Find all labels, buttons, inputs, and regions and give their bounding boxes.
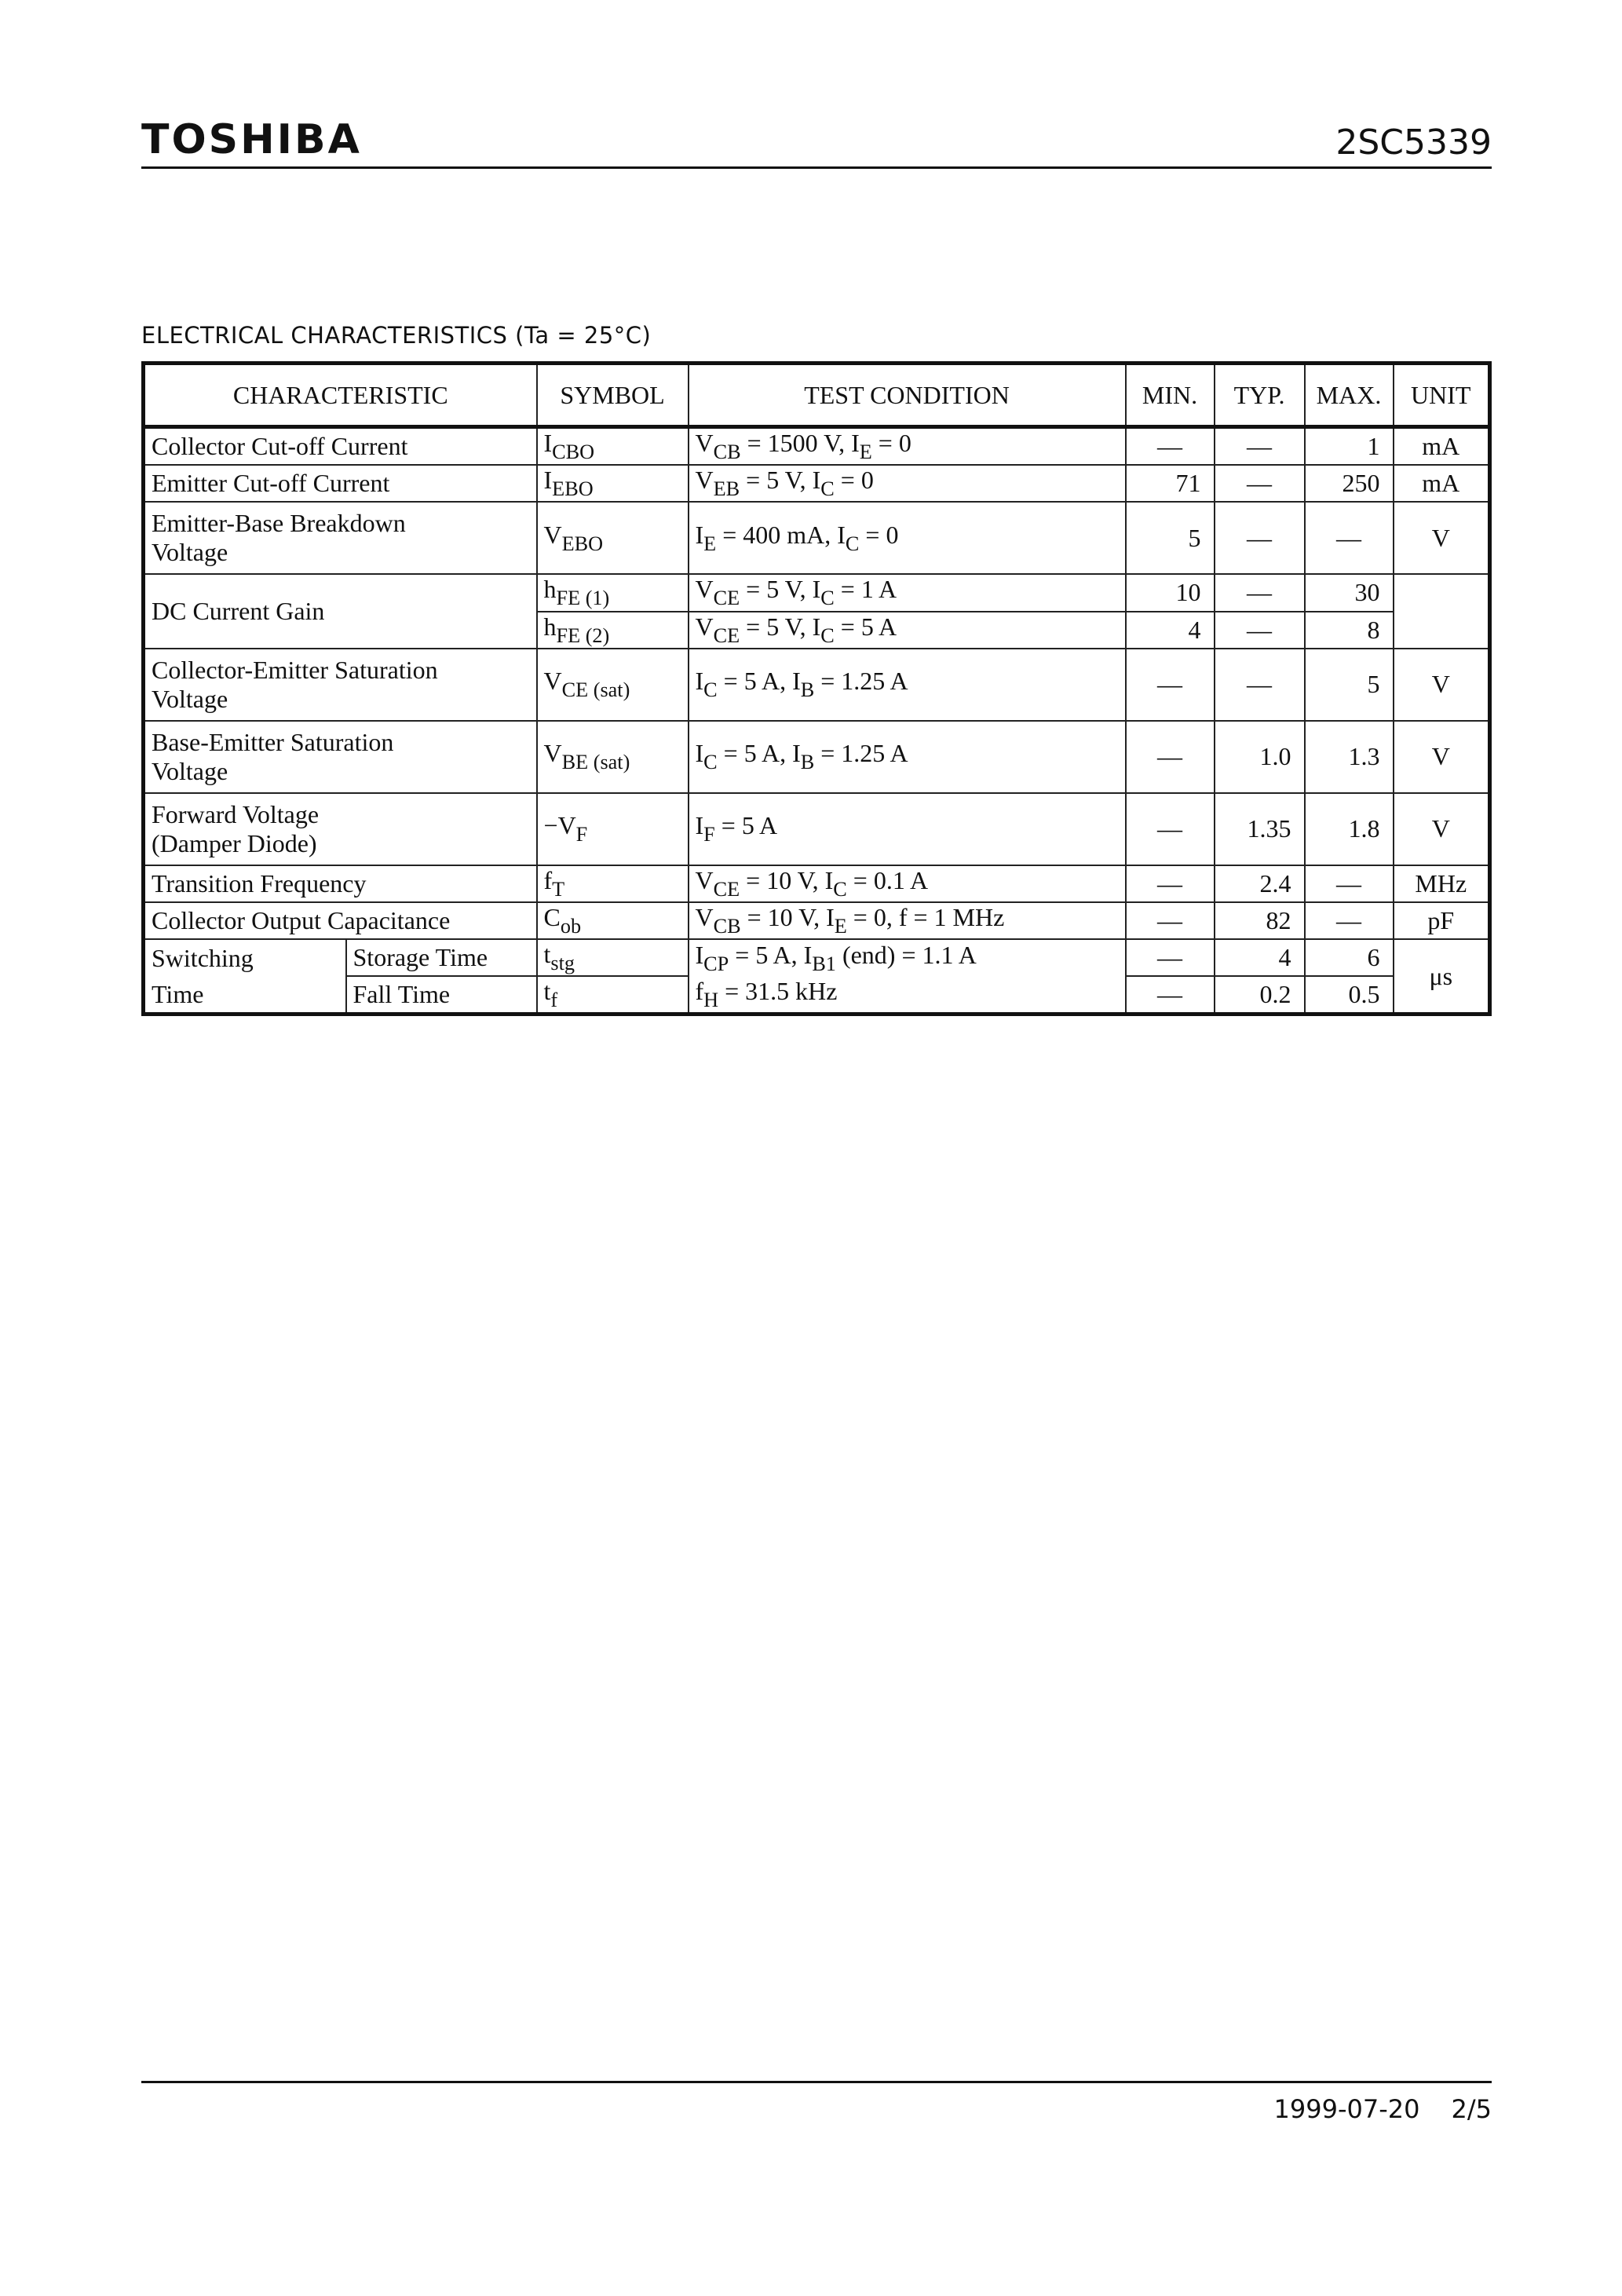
header-min: MIN.	[1126, 364, 1215, 427]
min-cell: —	[1126, 902, 1215, 939]
unit-cell: mA	[1394, 427, 1490, 466]
typ-cell: 2.4	[1215, 865, 1305, 902]
footer-page-number: 2/5	[1451, 2094, 1492, 2124]
symbol-cell: $C_{ob}$	[537, 902, 689, 939]
table-row	[144, 574, 1490, 611]
characteristic-cell: Emitter-Base Breakdown Voltage	[144, 502, 537, 574]
page-header	[141, 116, 1492, 169]
symbol-cell: $t_{stg}$	[537, 939, 689, 976]
characteristic-cell: DC Current Gain	[144, 574, 537, 648]
condition-cell: $V_{CB} = 1500$ V, $I_E = 0$	[689, 427, 1126, 466]
max-cell: 250	[1305, 465, 1394, 502]
min-cell: —	[1126, 721, 1215, 793]
characteristic-cell: Collector Output Capacitance	[144, 902, 537, 939]
electrical-characteristics-table	[141, 361, 1492, 1016]
typ-cell: 4	[1215, 939, 1305, 976]
characteristic-cell: Emitter Cut-off Current	[144, 465, 537, 502]
max-cell: 6	[1305, 939, 1394, 976]
condition-cell: $V_{EB} = 5$ V, $I_C = 0$	[689, 465, 1126, 502]
min-cell: —	[1126, 649, 1215, 721]
page-footer	[141, 2081, 1492, 2124]
max-cell: 5	[1305, 649, 1394, 721]
table-row	[144, 976, 1490, 1015]
unit-cell: MHz	[1394, 865, 1490, 902]
table-row	[144, 465, 1490, 502]
symbol-cell: $-V_F$	[537, 793, 689, 865]
min-cell: 10	[1126, 574, 1215, 611]
max-cell: —	[1305, 902, 1394, 939]
symbol-cell: $V_{BE (sat)}$	[537, 721, 689, 793]
min-cell: 71	[1126, 465, 1215, 502]
unit-cell: μs	[1394, 939, 1490, 1015]
characteristic-cell: Forward Voltage (Damper Diode)	[144, 793, 537, 865]
condition-cell: $I_F = 5$ A	[689, 793, 1126, 865]
max-cell: —	[1305, 865, 1394, 902]
max-cell: 1	[1305, 427, 1394, 466]
min-cell: —	[1126, 939, 1215, 976]
characteristic-cell: Time	[144, 976, 346, 1015]
min-cell: 4	[1126, 612, 1215, 649]
unit-cell: V	[1394, 649, 1490, 721]
condition-cell: $V_{CB} = 10$ V, $I_E = 0$, f = 1 MHz	[689, 902, 1126, 939]
typ-cell: —	[1215, 574, 1305, 611]
min-cell: —	[1126, 793, 1215, 865]
brand-logo: TOSHIBA	[141, 116, 362, 163]
footer-date: 1999-07-20	[1273, 2094, 1420, 2124]
max-cell: 1.3	[1305, 721, 1394, 793]
header-max: MAX.	[1305, 364, 1394, 427]
condition-cell: $I_E = 400$ mA, $I_C = 0$	[689, 502, 1126, 574]
table-row	[144, 793, 1490, 865]
symbol-cell: $V_{EBO}$	[537, 502, 689, 574]
max-cell: 1.8	[1305, 793, 1394, 865]
typ-cell: —	[1215, 649, 1305, 721]
table-row	[144, 865, 1490, 902]
unit-cell: V	[1394, 502, 1490, 574]
condition-cell: $f_H = 31.5$ kHz	[689, 976, 1126, 1015]
typ-cell: 1.35	[1215, 793, 1305, 865]
symbol-cell: $h_{FE (1)}$	[537, 574, 689, 611]
typ-cell: —	[1215, 465, 1305, 502]
footer-info	[1243, 2094, 1492, 2124]
table-row	[144, 902, 1490, 939]
header-symbol: SYMBOL	[537, 364, 689, 427]
header-unit: UNIT	[1394, 364, 1490, 427]
condition-cell: $I_{CP} = 5$ A, $I_{B1}$ (end) = 1.1 A	[689, 939, 1126, 976]
symbol-cell: $I_{CBO}$	[537, 427, 689, 466]
min-cell: —	[1126, 865, 1215, 902]
condition-cell: $V_{CE} = 5$ V, $I_C = 5$ A	[689, 612, 1126, 649]
unit-cell	[1394, 574, 1490, 648]
typ-cell: 1.0	[1215, 721, 1305, 793]
table-row	[144, 721, 1490, 793]
characteristic-cell: Collector-Emitter Saturation Voltage	[144, 649, 537, 721]
typ-cell: 0.2	[1215, 976, 1305, 1015]
typ-cell: —	[1215, 502, 1305, 574]
part-number: 2SC5339	[1335, 122, 1492, 163]
symbol-cell: $t_f$	[537, 976, 689, 1015]
header-typ: TYP.	[1215, 364, 1305, 427]
table-row	[144, 649, 1490, 721]
sub-characteristic-cell: Fall Time	[346, 976, 537, 1015]
typ-cell: —	[1215, 427, 1305, 466]
typ-cell: 82	[1215, 902, 1305, 939]
condition-cell: $I_C = 5$ A, $I_B = 1.25$ A	[689, 649, 1126, 721]
unit-cell: V	[1394, 793, 1490, 865]
condition-cell: $V_{CE} = 5$ V, $I_C = 1$ A	[689, 574, 1126, 611]
table-row	[144, 939, 1490, 976]
max-cell: 8	[1305, 612, 1394, 649]
symbol-cell: $f_T$	[537, 865, 689, 902]
symbol-cell: $V_{CE (sat)}$	[537, 649, 689, 721]
symbol-cell: $h_{FE (2)}$	[537, 612, 689, 649]
header-characteristic: CHARACTERISTIC	[144, 364, 537, 427]
condition-cell: $I_C = 5$ A, $I_B = 1.25$ A	[689, 721, 1126, 793]
condition-cell: $V_{CE} = 10$ V, $I_C = 0.1$ A	[689, 865, 1126, 902]
table-header-row	[144, 364, 1490, 427]
table-row	[144, 427, 1490, 466]
typ-cell: —	[1215, 612, 1305, 649]
unit-cell: V	[1394, 721, 1490, 793]
min-cell: 5	[1126, 502, 1215, 574]
min-cell: —	[1126, 427, 1215, 466]
characteristic-cell: Switching	[144, 939, 346, 976]
unit-cell: mA	[1394, 465, 1490, 502]
section-title: ELECTRICAL CHARACTERISTICS (Ta = 25°C)	[141, 322, 652, 349]
max-cell: 0.5	[1305, 976, 1394, 1015]
max-cell: —	[1305, 502, 1394, 574]
unit-cell: pF	[1394, 902, 1490, 939]
table-row	[144, 502, 1490, 574]
min-cell: —	[1126, 976, 1215, 1015]
header-test-condition: TEST CONDITION	[689, 364, 1126, 427]
symbol-cell: $I_{EBO}$	[537, 465, 689, 502]
sub-characteristic-cell: Storage Time	[346, 939, 537, 976]
characteristic-cell: Transition Frequency	[144, 865, 537, 902]
max-cell: 30	[1305, 574, 1394, 611]
characteristic-cell: Collector Cut-off Current	[144, 427, 537, 466]
characteristic-cell: Base-Emitter Saturation Voltage	[144, 721, 537, 793]
